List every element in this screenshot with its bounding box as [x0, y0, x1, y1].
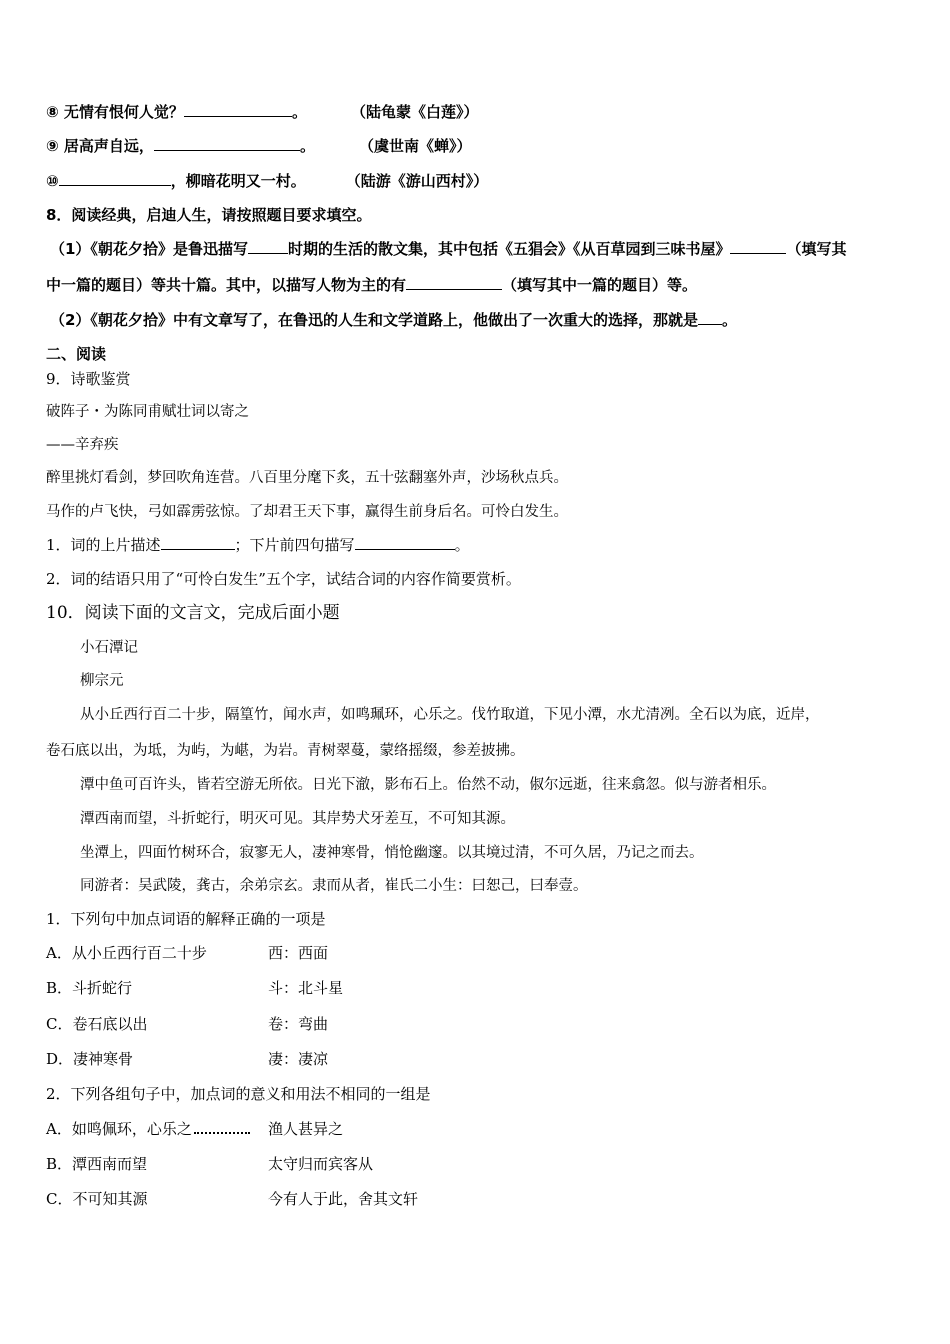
option-b[interactable]: B．斗折蛇行 斗：北斗星 [46, 979, 344, 997]
q10-sub2-question: 2．下列各组句子中，加点词的意义和用法不相同的一组是 [46, 1085, 431, 1103]
answer-blank[interactable] [161, 535, 235, 550]
option-c[interactable]: C．不可知其源 今有人于此，舍其文轩 [46, 1190, 419, 1208]
q7-line-8: ⑧ 无情有恨何人觉？ 。 （陆龟蒙《白莲》） [46, 103, 479, 121]
q8-part2: （2）《朝花夕拾》中有文章写了，在鲁迅的人生和文学道路上，他做出了一次重大的选择，那就是 。 [50, 311, 737, 329]
q10-title: 10．阅读下面的文言文，完成后面小题 [46, 603, 340, 623]
essay-p5: 同游者：吴武陵，龚古，余弟宗玄。隶而从者，崔氏二小生：曰恕己，曰奉壹。 [80, 878, 588, 894]
essay-p2: 潭中鱼可百许头，皆若空游无所依。日光下澈，影布石上。佁然不动，俶尔远逝，往来翕忽。似与游者相乐。 [80, 777, 776, 793]
answer-blank[interactable] [154, 136, 300, 151]
q9-sub1: 1．词的上片描述 ；下片前四句描写 。 [46, 536, 470, 554]
poem-title: 破阵子・为陈同甫赋壮词以寄之 [46, 404, 249, 420]
essay-title: 小石潭记 [80, 640, 138, 656]
q9-sub2: 2．词的结语只用了“可怜白发生”五个字，试结合词的内容作简要赏析。 [46, 570, 521, 588]
q8-part1-line1: （1）《朝花夕拾》是鲁迅描写 时期的生活的散文集，其中包括《五猖会》《从百草园到三味书屋》 （填写其 [50, 240, 847, 258]
emphasis-dots [194, 1122, 250, 1134]
essay-p3: 潭西南而望，斗折蛇行，明灭可见。其岸势犬牙差互，不可知其源。 [80, 811, 515, 827]
q8-part1-line2: 中一篇的题目）等共十篇。其中，以描写人物为主的有 （填写其中一篇的题目）等。 [46, 276, 698, 294]
answer-blank[interactable] [355, 535, 455, 550]
q7-line-10: ⑩ ，柳暗花明又一村。 （陆游《游山西村》） [46, 172, 489, 190]
q9-title: 9．诗歌鉴赏 [46, 370, 131, 388]
essay-p1-line2: 卷石底以出，为坻，为屿，为嵁，为岩。青树翠蔓，蒙络摇缀，参差披拂。 [46, 743, 525, 759]
essay-p1-line1: 从小丘西行百二十步，隔篁竹，闻水声，如鸣珮环，心乐之。伐竹取道，下见小潭，水尤清冽。全石以为底，近岸， [80, 707, 820, 723]
essay-p4: 坐潭上，四面竹树环合，寂寥无人，凄神寒骨，悄怆幽邃。以其境过清，不可久居，乃记之而去。 [80, 845, 704, 861]
q7-line-9: ⑨ 居高声自远， 。 （虞世南《蝉》） [46, 137, 472, 155]
answer-blank[interactable] [184, 102, 292, 117]
answer-blank[interactable] [406, 275, 502, 290]
option-b[interactable]: B．潭西南而望 太守归而宾客从 [46, 1155, 374, 1173]
section-heading: 二、阅读 [46, 345, 107, 363]
answer-blank[interactable] [59, 171, 171, 186]
q8-title: 8．阅读经典，启迪人生，请按照题目要求填空。 [46, 206, 372, 224]
poem-line-1: 醉里挑灯看剑，梦回吹角连营。八百里分麾下炙，五十弦翻塞外声，沙场秋点兵。 [46, 470, 568, 486]
answer-blank[interactable] [248, 239, 288, 254]
answer-blank[interactable] [730, 239, 786, 254]
q10-sub1-question: 1．下列句中加点词语的解释正确的一项是 [46, 910, 326, 928]
essay-author: 柳宗元 [80, 673, 124, 689]
answer-blank[interactable] [698, 310, 722, 325]
option-a[interactable]: A．如鸣佩环，心乐之 渔人甚异之 [46, 1120, 344, 1138]
poem-line-2: 马作的卢飞快，弓如霹雳弦惊。了却君王天下事，赢得生前身后名。可怜白发生。 [46, 504, 568, 520]
option-a[interactable]: A．从小丘西行百二十步 西：西面 [46, 944, 329, 962]
option-c[interactable]: C．卷石底以出 卷：弯曲 [46, 1015, 329, 1033]
option-d[interactable]: D．凄神寒骨 凄：凄凉 [46, 1050, 329, 1068]
poem-author: ——辛弃疾 [46, 437, 119, 453]
